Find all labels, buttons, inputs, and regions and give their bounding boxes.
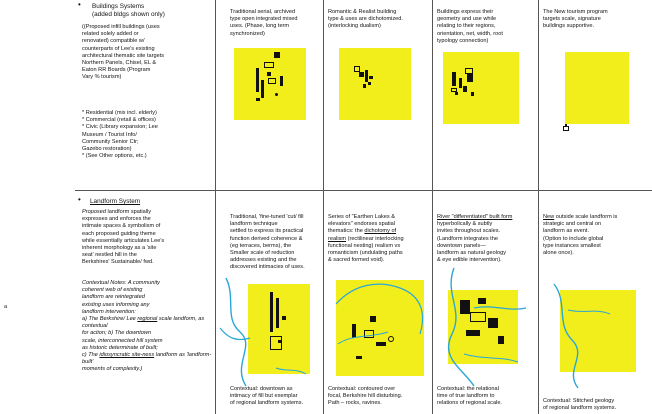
landform-col1-caption: Contextual: downtown as intimacy of fill but exemplar of regional landform systems. [230,386,304,407]
landform-contextual-notes: Contextual Notes: A community coherent web of existing landform are reintegrated existing uses informing any landform intervention: a) The Berkshire/ Lee regional scale landform, as contextual for action; b) The downtown scale, interconnected hill system as historic determinate of built; c) The idiosyncratic site-ness landform as 'landform-built' moments of complexity.) [82,280,212,373]
buildings-diagram-romantic-realist [339,48,411,120]
row-divider [75,190,652,191]
buildings-diagram-traditional [234,48,306,120]
landform-col4-text: New outside scale landform is strategic and central on landform as event. (Option to include global type instances smallest alone once). [543,214,618,257]
landform-col3-text: River "differentiated" built form hyperbolically & subtly invites throughout scales. (Landform integrates the downtown panels— landform as natural geology & eye edible intervention). [437,214,513,264]
buildings-program-list: * Residential (mix incl. elderly) * Commercial (retail & offices) * Civic (Library expansion; Lee Museum / Tourist Info/ Community Senior Ctr; Gazebo restoration) * (See Other options, etc.) [82,110,158,160]
landform-col2-caption: Contextual: contoured over focal, Berkshire hill disturbing. Path – rocks, ravines. [328,386,403,407]
buildings-col2-text: Romantic & Realist building type & uses are dichotomized. (interlocking dualism) [328,9,403,30]
landform-river-1 [216,268,316,398]
landform-col1-text: Traditional, 'fine-tuned 'cut/ fill landform technique settled to express its practical function derived coherence & (eg terraces, berms), the Smaller scale of reduction addresses existing and the discovered intimacies of uses. [230,214,305,271]
column-divider [323,0,324,414]
landform-col4-caption: Contextual: Stitched geology of regional landform systems. [543,398,617,412]
buildings-heading: Buildings Systems [92,3,145,10]
buildings-col4-text: The New tourism program targets scale, signature buildings supportive. [543,9,608,30]
column-divider [432,0,433,414]
landform-intro: Proposed landform spatially expresses and enforces the intimate spaces & symbolism of each proposed guiding theme while essentially articulates Lee's inherent morphology as a 'site seat' nestled hill in the Berkshires' Sustainable/ fwd. [82,209,165,266]
buildings-intro: ((Proposed infill buildings (uses related solely added or renovated) compatible w/ counterparts of Lee's existing architectural thematic site targets Northern Panels, Chisel, EL & Eaton RR Boards (Program Vary % tourism) [82,24,165,81]
landform-contours-2 [330,274,430,384]
side-mark: a [4,304,8,310]
buildings-diagram-geometry [443,52,519,124]
buildings-diagram-new-tourism [565,52,629,124]
landform-col2-text: Series of "Earthen Lakes & elevators" endorses spatial thematics: the dichotomy of realism (rectilinear interlocking functional nesting) realism vs romanticism (undulating paths & sacred formed void). [328,214,404,264]
buildings-col3-text: Buildings express their geometry and use while relating to their regions, orientation, net, width, root typology connection) [437,9,503,44]
bullet-icon: • [78,195,81,204]
landform-river-3 [434,264,544,394]
buildings-col1-text: Traditional serial, archived type open integrated mixed uses. (Phase, long term synchronized) [230,9,298,37]
buildings-subheading: (added bldgs shown only) [92,11,165,18]
bullet-icon: • [78,0,81,9]
landform-heading: Landform System [90,198,141,205]
landform-col3-caption: Contextual: the relational time of true landform to relations of regional scale. [437,386,502,407]
landform-river-4 [544,270,644,400]
